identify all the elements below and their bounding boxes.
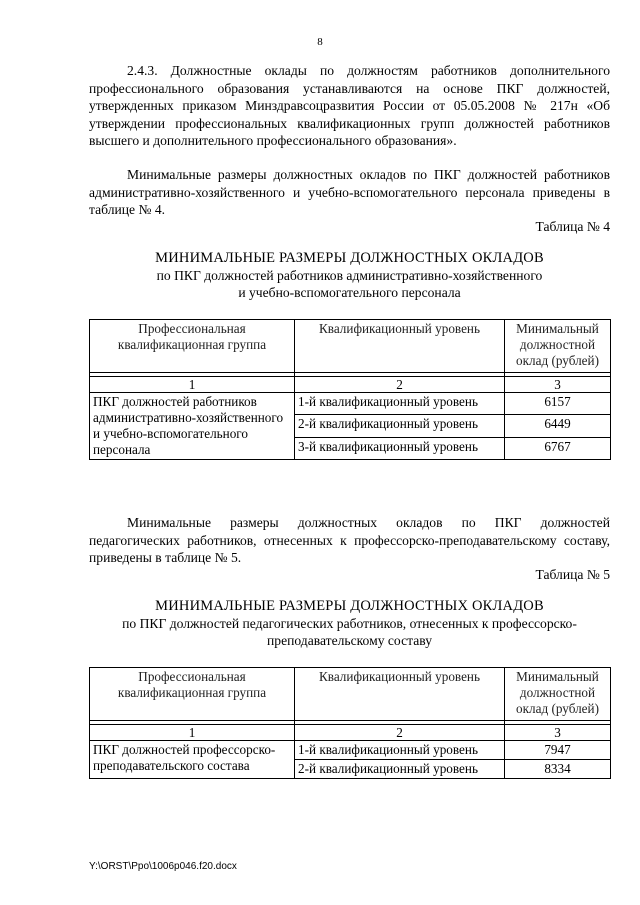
table5-header-group: Профессиональная квалификационная группа (90, 668, 295, 721)
table5-colnum-3: 3 (505, 725, 611, 741)
table4-colnum-2: 2 (295, 377, 505, 393)
table4-salary-3: 6767 (505, 437, 611, 459)
table5-colnum-2: 2 (295, 725, 505, 741)
table4-header-level: Квалификационный уровень (295, 320, 505, 373)
table5-colnum-1: 1 (90, 725, 295, 741)
table5-level-2: 2-й квалификационный уровень (295, 760, 505, 779)
table5-salary-2: 8334 (505, 760, 611, 779)
table5-header-row (90, 668, 611, 721)
table4-title-line2: по ПКГ должностей работников административно-хозяйственного (156, 268, 543, 283)
table4-colnum-3: 3 (505, 377, 611, 393)
table4-colnum-1: 1 (90, 377, 295, 393)
table4-level-3: 3-й квалификационный уровень (295, 437, 505, 459)
table-row (90, 393, 611, 415)
table4-salary-1: 6157 (505, 393, 611, 415)
table4-title-line1: МИНИМАЛЬНЫЕ РАЗМЕРЫ ДОЛЖНОСТНЫХ ОКЛАДОВ (155, 250, 544, 266)
table5-title-line2: по ПКГ должностей педагогических работников, отнесенных к профессорско- (122, 616, 577, 631)
table4-header-row (90, 320, 611, 373)
table5-title (89, 598, 610, 649)
page-number: 8 (317, 36, 323, 48)
table4-group-cell: ПКГ должностей работников административно-хозяйственного и учебно-вспомогательного персонала (90, 393, 295, 460)
paragraph-2-4-3 (89, 62, 610, 150)
paragraph-2-4-3-text: 2.4.3. Должностные оклады по должностям работников дополнительного профессионального образования устанавливаются на основе ПКГ должностей, утвержденных приказом Минздравсоцразвития России от 05.05.2008 № 217н «Об утверждении профессиональных квалификационных групп должностей работников высшего и дополнительного профессионального образования». (89, 63, 610, 148)
paragraph-table5-intro (89, 514, 610, 567)
paragraph-table5-intro-text: Минимальные размеры должностных окладов по ПКГ должностей педагогических работников, отнесенных к профессорско-преподавательскому составу, приведены в таблице № 5. (89, 515, 610, 565)
table4 (89, 319, 611, 460)
table4-salary-2: 6449 (505, 415, 611, 437)
table5 (89, 667, 611, 779)
table4-title-line3: и учебно-вспомогательного персонала (238, 285, 461, 300)
table4-level-1: 1-й квалификационный уровень (295, 393, 505, 415)
table4-header-group: Профессиональная квалификационная группа (90, 320, 295, 373)
table5-group-cell: ПКГ должностей профессорско-преподавательского состава (90, 741, 295, 779)
table5-header-salary: Минимальный должностной оклад (рублей) (505, 668, 611, 721)
footer-file-path: Y:\ORST\Ppo\1006p046.f20.docx (89, 861, 237, 872)
paragraph-table4-intro-text: Минимальные размеры должностных окладов по ПКГ должностей работников административно-хозяйственного и учебно-вспомогательного персонала приведены в таблице № 4. (89, 167, 610, 217)
table5-title-line1: МИНИМАЛЬНЫЕ РАЗМЕРЫ ДОЛЖНОСТНЫХ ОКЛАДОВ (155, 598, 544, 614)
table5-level-1: 1-й квалификационный уровень (295, 741, 505, 760)
table4-title (89, 250, 610, 301)
table4-level-2: 2-й квалификационный уровень (295, 415, 505, 437)
table5-header-level: Квалификационный уровень (295, 668, 505, 721)
paragraph-table4-intro (89, 166, 610, 219)
table-row (90, 741, 611, 760)
table5-title-line3: преподавательскому составу (267, 633, 432, 648)
table5-column-numbers (90, 725, 611, 741)
table4-label: Таблица № 4 (535, 219, 610, 234)
table4-header-salary: Минимальный должностной оклад (рублей) (505, 320, 611, 373)
table4-column-numbers (90, 377, 611, 393)
table5-salary-1: 7947 (505, 741, 611, 760)
table5-label: Таблица № 5 (535, 567, 610, 582)
